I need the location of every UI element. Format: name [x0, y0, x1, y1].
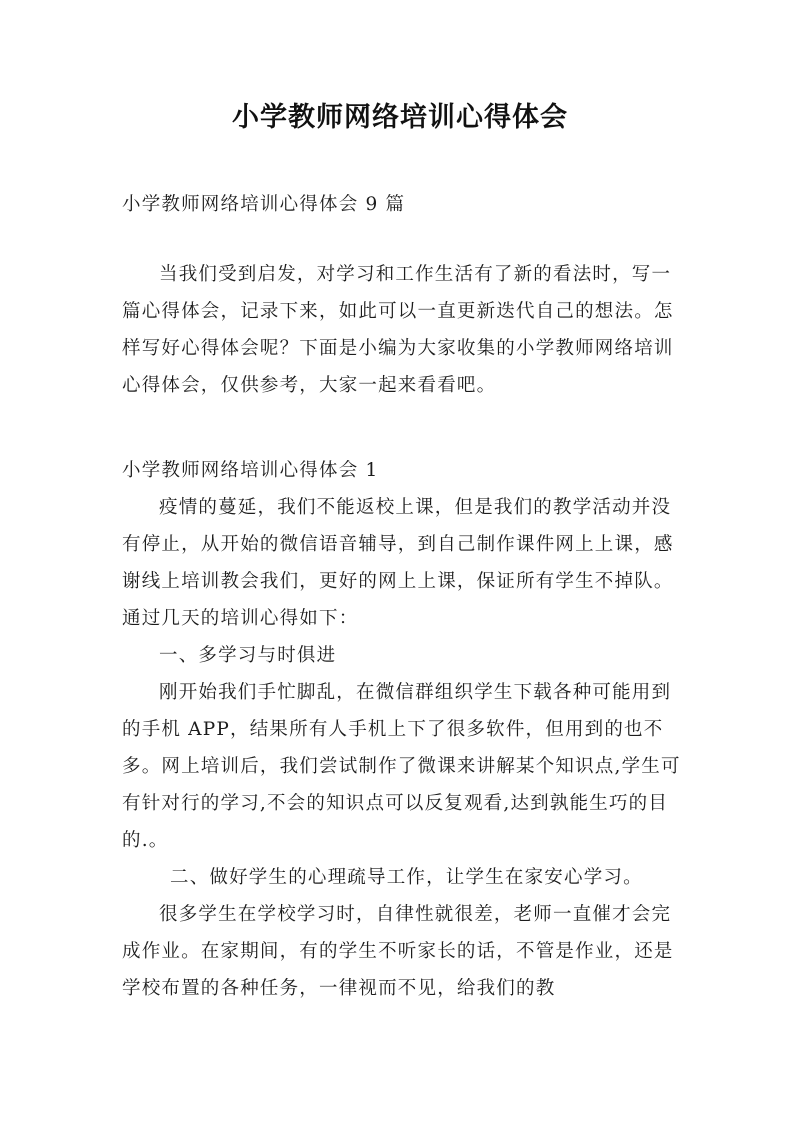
intro-paragraph: 当我们受到启发，对学习和工作生活有了新的看法时，写一篇心得体会，记录下来，如此可以一直更新迭代自己的想法。怎样写好心得体会呢？下面是小编为大家收集的小学教师网络培训心得体会，仅供参考，大家一起来看看吧。 [122, 264, 674, 396]
section-heading: 小学教师网络培训心得体会 1 [122, 460, 379, 481]
section-body [122, 489, 688, 1007]
point-body-2: 很多学生在学校学习时，自律性就很差，老师一直催才会完成作业。在家期间，有的学生不听家长的话，不管是作业，还是学校布置的各种任务，一律视而不见，给我们的教 [122, 904, 674, 999]
point-heading-2: 二、做好学生的心理疏导工作，让学生在家安心学习。 [170, 867, 643, 888]
document-subtitle: 小学教师网络培训心得体会 9 篇 [122, 194, 406, 215]
point-body-1: 刚开始我们手忙脚乱，在微信群组织学生下载各种可能用到的手机 APP，结果所有人手机上下了很多软件，但用到的也不多。网上培训后，我们尝试制作了微课来讲解某个知识点,学生可有针对行的学习,不会的知识点可以反复观看,达到孰能生巧的目的.。 [122, 682, 681, 851]
document-title: 小学教师网络培训心得体会 [232, 102, 568, 133]
point-heading-1: 一、多学习与时俱进 [159, 645, 337, 666]
section-paragraph: 疫情的蔓延，我们不能返校上课，但是我们的教学活动并没有停止，从开始的微信语音辅导，到自己制作课件网上上课，感谢线上培训教会我们，更好的网上上课，保证所有学生不掉队。通过几天的培训心得如下： [122, 497, 674, 629]
